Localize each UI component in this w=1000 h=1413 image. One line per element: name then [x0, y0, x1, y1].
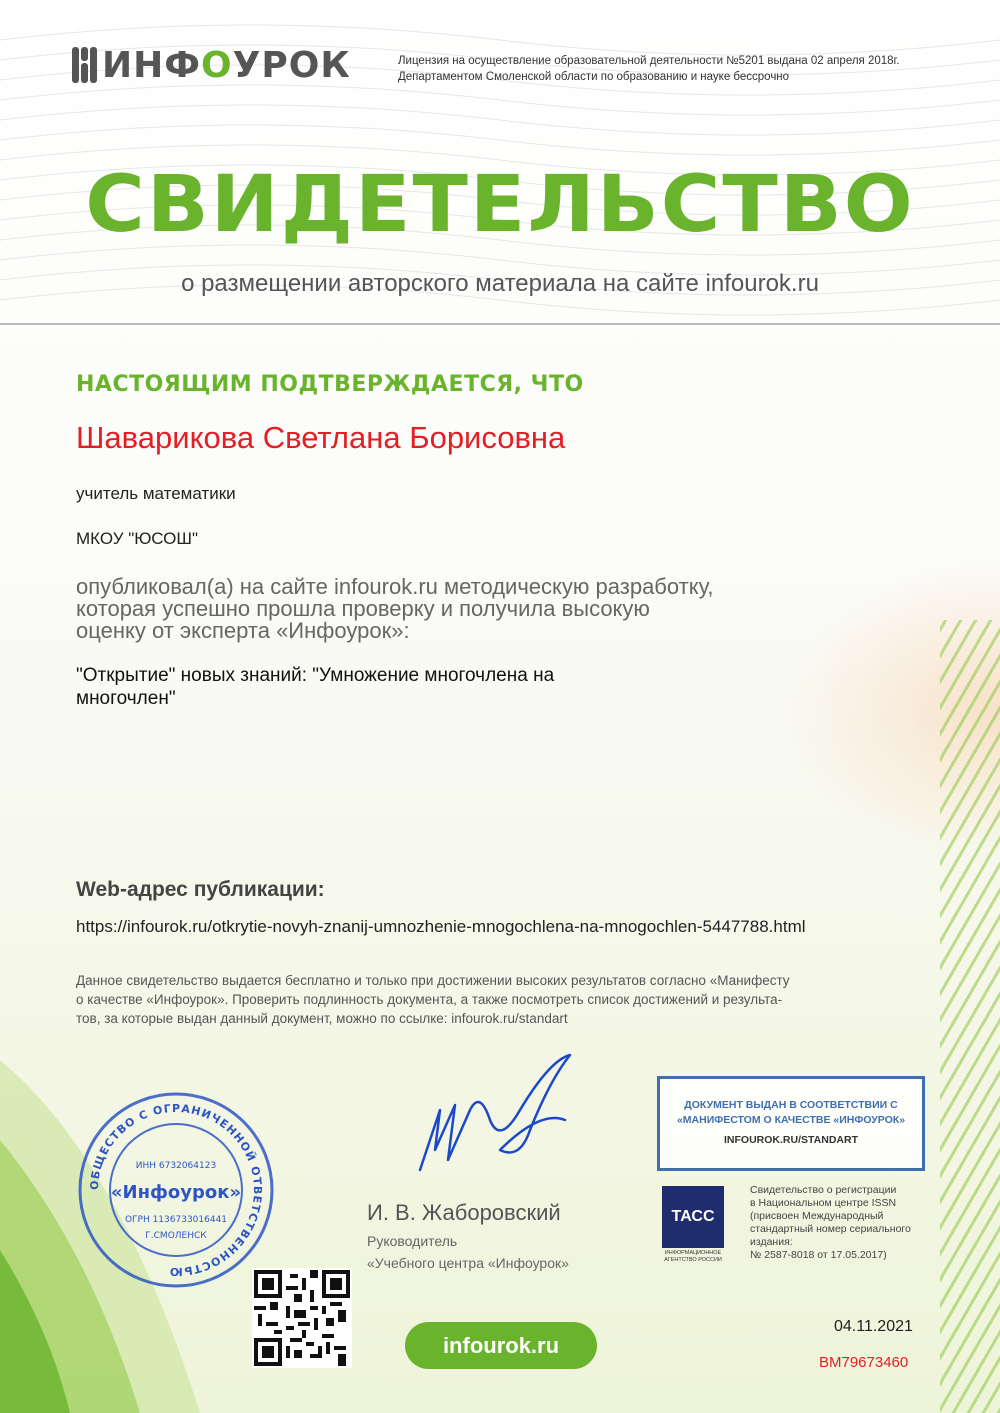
document-number: ВМ79673460: [819, 1354, 909, 1371]
signer-organization: «Учебного центра «Инфоурок»: [367, 1255, 569, 1271]
certificate-subtitle: о размещении авторского материала на сайте infourok.ru: [181, 270, 819, 297]
qr-code[interactable]: [252, 1268, 352, 1368]
issue-date: 04.11.2021: [834, 1318, 913, 1335]
stamp-inn: ИНН 6732064123: [135, 1161, 217, 1171]
signature: [400, 1050, 580, 1190]
infourok-logo: [72, 44, 351, 86]
recipient-position: учитель математики: [76, 484, 236, 503]
disclaimer-text: Данное свидетельство выдается бесплатно и только при достижении высоких результатов согласно «Манифесту о качестве «Инфоурок». Проверить подлинность документа, а также посмотреть список достижений и результа- тов, за которые выдан данный документ, можно по ссылке: infourok.ru/standart: [76, 973, 790, 1026]
tass-logo-icon: ТАСС: [662, 1186, 724, 1248]
publication-statement: опубликовал(а) на сайте infourok.ru методическую разработку, которая успешно прошла проверку и получила высокую оценку от эксперта «Инфоурок»:: [76, 574, 714, 643]
issn-registration-note: Свидетельство о регистрации в Национальном центре ISSN (присвоен Международный стандартный номер сериального издания: № 2587-8018 от 17.05.2017): [750, 1184, 911, 1261]
recipient-organization: МКОУ "ЮСОШ": [76, 529, 199, 548]
qr-code-icon: [254, 1270, 350, 1366]
recipient-name: Шаварикова Светлана Борисовна: [76, 420, 566, 455]
stamp-center-text: «Инфоурок»: [110, 1182, 242, 1203]
signer-role: Руководитель: [367, 1233, 458, 1249]
work-title: "Открытие" новых знаний: "Умножение многочлена на многочлен": [76, 665, 555, 709]
logo-wordmark: ИНФОУРОК: [102, 44, 351, 86]
license-note: Лицензия на осуществление образовательной деятельности №5201 выдана 02 апреля 2018г. Департаментом Смоленской области по образованию и науке бессрочно: [398, 55, 900, 83]
publication-url[interactable]: https://infourok.ru/otkrytie-novyh-znanij-umnozhenie-mnogochlena-na-mnogochlen-5447788.html: [76, 917, 806, 936]
company-stamp: [76, 1090, 276, 1290]
infourok-site-button[interactable]: infourok.ru: [405, 1322, 597, 1369]
certificate-title: СВИДЕТЕЛЬСТВО: [85, 160, 915, 250]
divider: [0, 323, 1000, 325]
stamp-ring-text: ОБЩЕСТВО С ОГРАНИЧЕННОЙ ОТВЕТСТВЕННОСТЬЮ: [87, 1101, 265, 1279]
confirmation-heading: НАСТОЯЩИМ ПОДТВЕРЖДАЕТСЯ, ЧТО: [76, 372, 584, 397]
manifesto-badge: ДОКУМЕНТ ВЫДАН В СООТВЕТСТВИИ С «МАНИФЕСТОМ О КАЧЕСТВЕ «ИНФОУРОК» INFOUROK.RU/STANDART: [657, 1076, 925, 1171]
logo-mark-icon: [72, 45, 98, 85]
signer-name: И. В. Жаборовский: [367, 1200, 561, 1225]
stamp-city: Г.СМОЛЕНСК: [145, 1231, 207, 1241]
tass-logo: ТАСС ИНФОРМАЦИОННОЕ АГЕНТСТВО РОССИИ: [662, 1186, 724, 1268]
stamp-ogrn: ОГРН 1136733016441: [124, 1215, 228, 1225]
web-address-label: Web-адрес публикации:: [76, 878, 325, 901]
